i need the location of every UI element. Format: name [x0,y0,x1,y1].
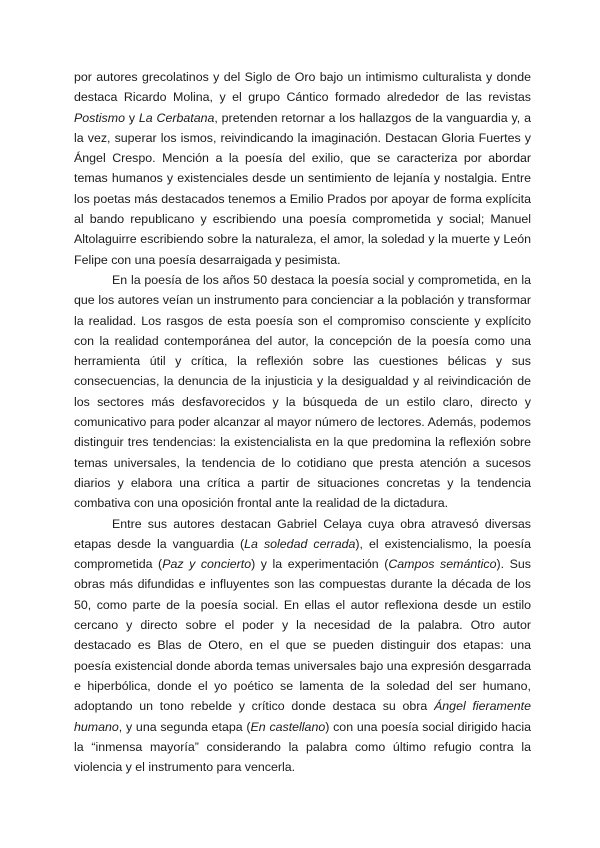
paragraph-text: Entre sus autores destacan Gabriel Celaya cuya obra atravesó diversas etapas desde la vanguardia ( [74,516,531,551]
paragraph-text: ) con una poesía social dirigido hacia la “inmensa mayoría” considerando la palabra como último refugio contra la violencia y el instrumento para vencerla. [74,719,531,775]
paragraph-2 [74,270,531,514]
italic-title-text: La soledad cerrada [244,536,356,551]
document-body [74,67,531,777]
paragraph-text: ) y la experimentación ( [251,557,389,572]
paragraph-3 [74,514,531,778]
italic-title-text: La Cerbatana [138,110,215,125]
paragraph-text: , y una segunda etapa ( [118,719,251,734]
italic-title-text: Paz y concierto [162,557,252,572]
paragraph-text: ), el existencialismo, la poesía comprometida ( [74,536,531,572]
paragraph-text: En la poesía de los años 50 destaca la poesía social y comprometida, en la que los autores veían un instrumento para concienciar a la población y transformar la realidad. Los rasgos de esta poesía son el compromiso consciente y explícito con la realidad contemporánea del autor, la concepción de la poesía como una herramienta útil y crítica, la reflexión sobre las cuestiones bélicas y sus consecuencias, la denuncia de la injusticia y la desigualdad y al reivindicación de los sectores más desfavorecidos y la búsqueda de un estilo claro, directo y comunicativo para poder alcanzar al mayor número de lectores. Además, podemos distinguir tres tendencias: la existencialista en la que predomina la reflexión sobre temas universales, la tendencia de lo cotidiano que presta atención a sucesos diarios y elabora una crítica a partir de situaciones concretas y la tendencia combativa con una oposición frontal ante la realidad de la dictadura. [74,272,531,511]
paragraph-1 [74,67,531,270]
paragraph-text: por autores grecolatinos y del Siglo de Oro bajo un intimismo culturalista y donde destaca Ricardo Molina, y el grupo Cántico formado alrededor de las revistas [74,70,531,105]
paragraph-text: y [124,110,139,125]
paragraph-text: ). Sus obras más difundidas e influyentes son las compuestas durante la década de los 50, como parte de la poesía social. En ellas el autor reflexiona desde un estilo cercano y directo sobre el poder y la necesidad de la palabra. Otro autor destacado es Blas de Otero, en el que se pueden distinguir dos etapas: una poesía existencial donde aborda temas universales bajo una expresión desgarrada e hiperbólica, donde el yo poético se lamenta de la soledad del ser humano, adoptando un tono rebelde y crítico donde destaca su obra [74,557,531,714]
italic-title-text: Postismo [74,110,125,125]
italic-title-text: Campos semántico [388,557,497,572]
italic-title-text: En castellano [250,719,326,734]
paragraph-text: , pretenden retornar a los hallazgos de la vanguardia y, a la vez, superar los ismos, reivindicando la imaginación. Destacan Gloria Fuertes y Ángel Crespo. Mención a la poesía del exilio, que se caracteriza por abordar temas humanos y existenciales desde un sentimiento de lejanía y nostalgia. Entre los poetas más destacados tenemos a Emilio Prados por apoyar de forma explícita al bando republicano y escribiendo una poesía comprometida y social; Manuel Altolaguirre escribiendo sobre la naturaleza, el amor, la soledad y la muerte y León Felipe con una poesía desarraigada y pesimista. [74,110,531,267]
italic-title-text: Ángel fieramente humano [74,699,531,734]
